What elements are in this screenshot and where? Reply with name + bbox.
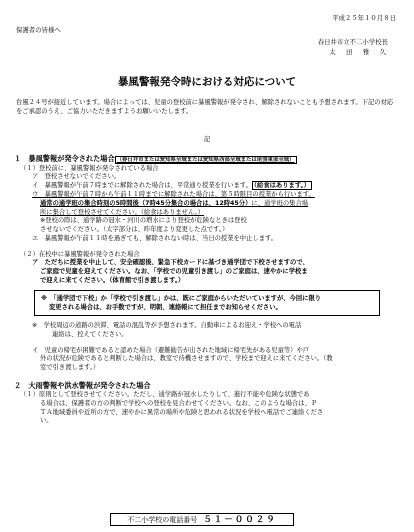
- sender-school: 春日井市立不二小学校長: [317, 38, 388, 46]
- section-1-heading: [14, 154, 402, 164]
- item-1-1-u-line3: 所に集合して登校させてください。（給食はありません。）: [40, 208, 205, 216]
- change-notice-line1: ※ 「通学団で下校」か「学校で引き渡し」かは、既にご家庭からいただいていますが、今回に限り: [41, 294, 322, 302]
- item-1-2-i-line2: 外の状況が危険であると判断した場合は、教室で待機させますので、学校まで迎えに来てください。（教: [40, 355, 333, 363]
- traffic-note-line1: ※ 学校周辺の道路の渋滞、電話の混乱等が予想されます。自動車によるお迎え・学校への電話: [32, 321, 302, 329]
- item-1-2-i-line3: 室で引き渡します。）: [40, 364, 100, 372]
- item-1-1-i: [32, 182, 402, 191]
- document-date: 平成２５年１０月８日: [332, 14, 396, 22]
- gathering-time-bold: 通常の通学班の集合時刻の5時間後（7時45分集合の場合は、12時45分）: [40, 199, 252, 207]
- school-phone-box: [110, 513, 294, 526]
- change-notice-line2: 変更される場合は、お手数ですが、明朝、連絡帳にて担任までお知らせください。: [49, 303, 282, 311]
- sender-name: 太 田 雅 久: [329, 47, 388, 56]
- section-2-para-line2: る場合は、保護者の方の判断で学校への登校を見合わせてください。なお、このような場合は、Ｐ: [40, 399, 318, 407]
- subsection-1-1-heading: （１）登校前に、暴風警報が発令されている場合: [20, 165, 159, 173]
- school-phone-number: ５１－００２９: [203, 515, 277, 525]
- item-1-1-u-line5: させないでください。（太字部分は、昨年度より変更した点です。）: [40, 226, 229, 234]
- change-notice-box: [34, 290, 380, 316]
- item-1-1-u-line2: [40, 200, 402, 209]
- item-1-1-e: エ 暴風警報が午前１１時を過ぎても、解除されない時は、当日の授業を中止します。: [32, 235, 278, 243]
- section-2-para-line4: い。: [40, 417, 53, 425]
- document-body: [14, 150, 402, 426]
- section-2-para-line1: （１）原則として登校させてください。ただし、通学路が冠水したりして、進行不能や危険な状態であ: [20, 391, 310, 399]
- section-1-title: １ 暴風警報が発令された場合: [14, 154, 115, 163]
- item-1-2-i-line1: イ 児童の帰宅が困難であると認めた場合（避難勧告が出された地域に帰宅先がある児童等）や戸: [32, 346, 310, 354]
- addressee: 保護者の皆様へ: [16, 26, 61, 34]
- intro-paragraph: 台風２４号が接近しています。場合によっては、児童の登校前に暴風警報が発令され、解除されないことも予想されます。下記の対応をご承認のうえ、ご協力いただきますようお願いいたします。: [16, 99, 394, 116]
- section-1-heading-note: （春日井市または愛知県全域または愛知県西部全域または尾張東部全域）: [116, 157, 295, 163]
- item-1-1-u-line1: ウ 暴風警報が午前７時から午前１１時までに解除された場合は、第５時限目の授業から行います。: [32, 191, 315, 199]
- ki-marker: 記: [203, 136, 211, 143]
- item-1-2-a-line1: ア ただちに授業を中止して、安全確認後、緊急下校カードに基づき通学団で下校させますので、: [32, 259, 309, 267]
- item-1-2-a-line3: で迎えに来てください。（体育館で引き渡します。）: [40, 276, 185, 284]
- document-title: 暴風警報発令時における対応について: [117, 76, 297, 88]
- lunch-provided-note: （給食はあります。）: [253, 182, 311, 190]
- school-phone-label: 不二小学校の電話番号: [127, 516, 198, 524]
- item-1-1-a: ア 登校させないでください。: [32, 173, 121, 181]
- section-2-heading: ２ 大雨警報や洪水警報が発令された場合: [14, 380, 151, 390]
- item-1-1-i-text: イ 暴風警報が午前７時までに解除された場合は、平常通り授業を行います。: [32, 182, 252, 190]
- sender-block: [318, 38, 388, 58]
- traffic-note-line2: 連絡は、控えてください。: [52, 330, 128, 338]
- item-1-1-u-line2-post: に、通学班の集合場: [251, 199, 309, 207]
- item-1-2-a-line2: ご家庭で児童を迎えてください。なお、「学校での児童引き渡し」のご家庭は、速やかに学校ま: [40, 268, 308, 276]
- subsection-1-2-heading: （２）在校中に暴風警報が発令された場合: [20, 250, 140, 258]
- section-2-para-line3: ＴＡ地域委員や近所の方で、速やかに異常の場所や危険と思われる状況を学校へ電話でご連絡くださ: [40, 408, 324, 416]
- item-1-1-u-line4: ※登校の際は、通学路の冠水・河川の増水により登校が危険なときは登校: [40, 217, 247, 225]
